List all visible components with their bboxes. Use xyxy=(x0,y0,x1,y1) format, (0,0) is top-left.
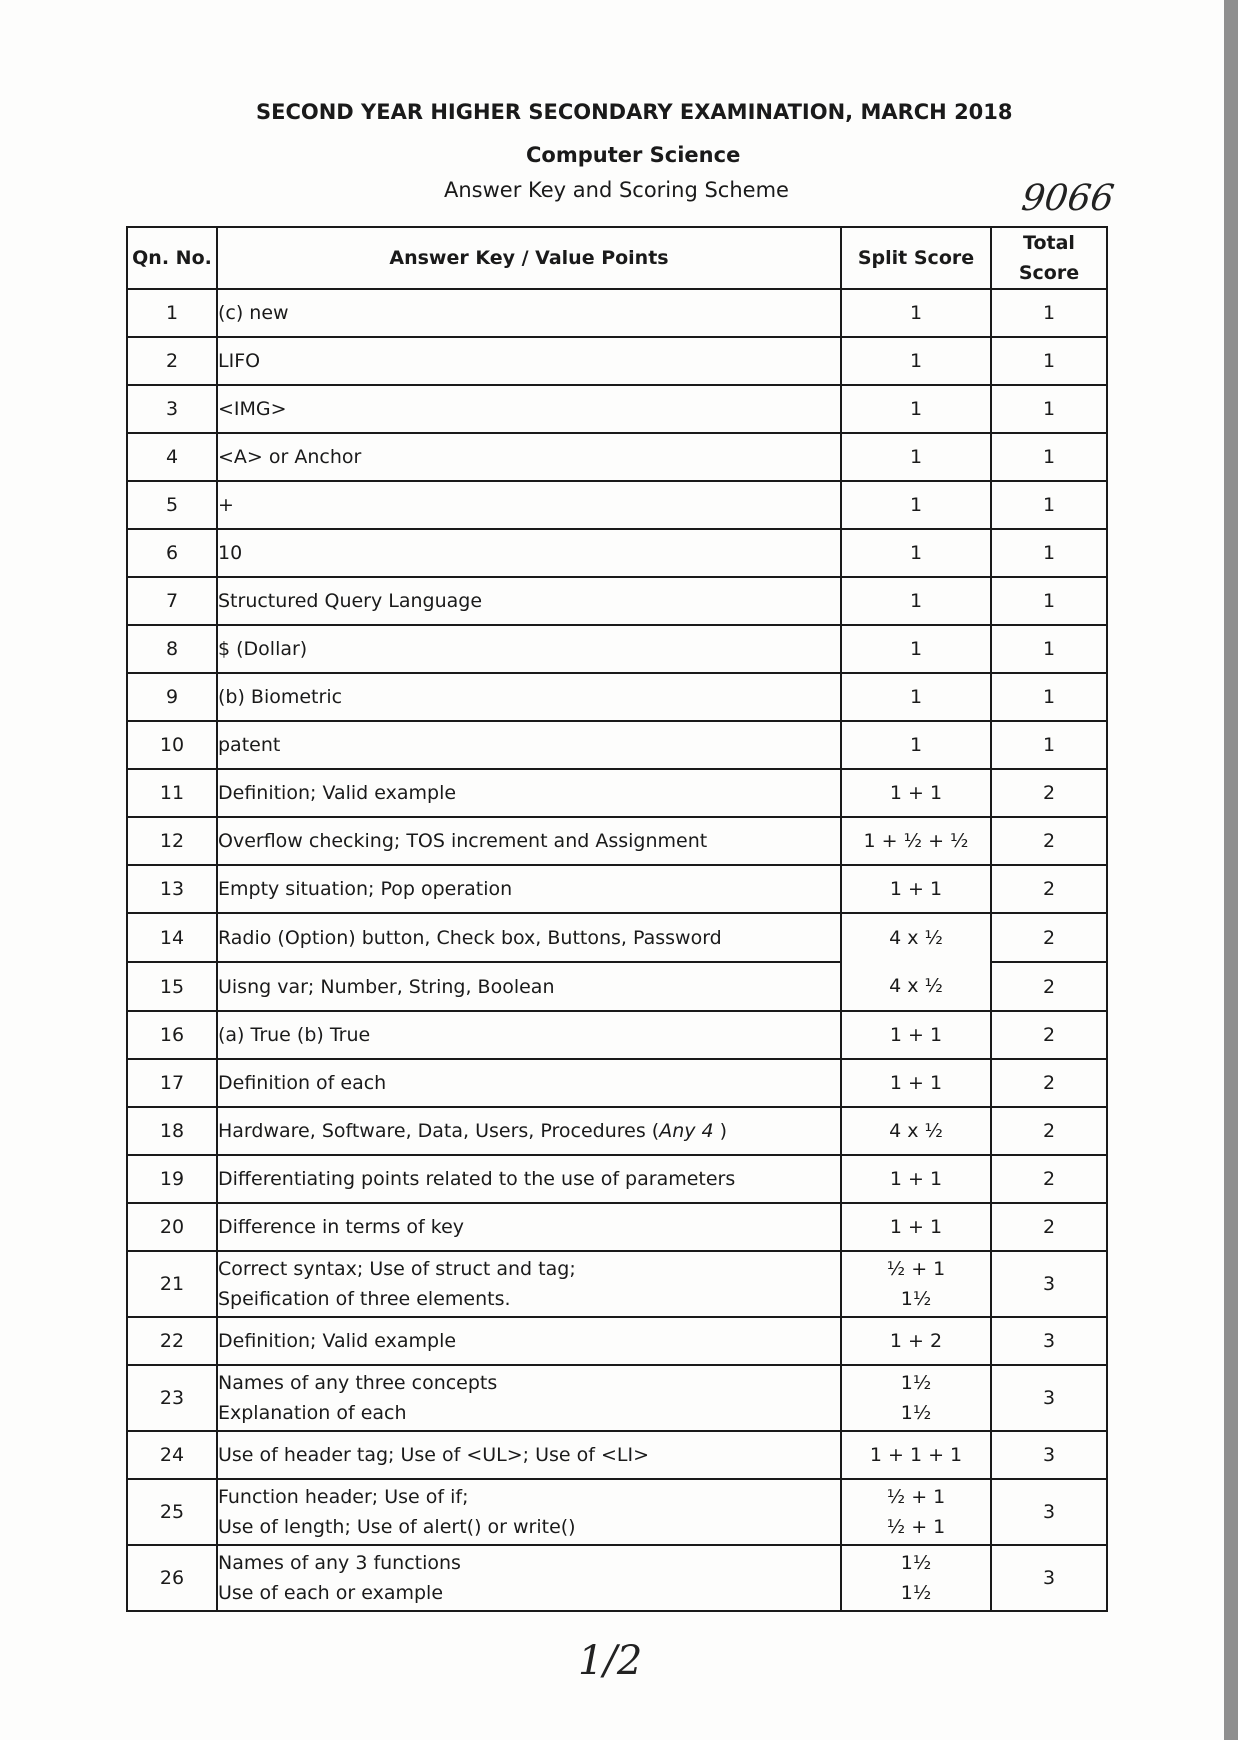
split-score: 1 + 1 + 1 xyxy=(841,1431,991,1479)
question-number: 18 xyxy=(127,1107,217,1155)
split-line: 4 x ½ xyxy=(889,927,943,949)
table-row xyxy=(127,1107,1107,1155)
split-score xyxy=(841,1365,991,1431)
table-row xyxy=(127,1059,1107,1107)
total-score: 2 xyxy=(991,1011,1107,1059)
answer-line: Use of length; Use of alert() or write() xyxy=(218,1516,576,1538)
answer-key-text: (a) True (b) True xyxy=(217,1011,841,1059)
split-score: 1 xyxy=(841,577,991,625)
answer-key-text: Definition; Valid example xyxy=(217,769,841,817)
split-score: 1 + 1 xyxy=(841,865,991,913)
answer-key-text: Uisng var; Number, String, Boolean xyxy=(217,962,841,1011)
question-number: 3 xyxy=(127,385,217,433)
table-row xyxy=(127,673,1107,721)
question-number: 19 xyxy=(127,1155,217,1203)
total-score: 2 xyxy=(991,962,1107,1011)
question-number: 12 xyxy=(127,817,217,865)
table-row xyxy=(127,625,1107,673)
total-score: 1 xyxy=(991,625,1107,673)
answer-key-text: patent xyxy=(217,721,841,769)
answer-key-text xyxy=(217,1365,841,1431)
question-number: 4 xyxy=(127,433,217,481)
table-header-row xyxy=(127,227,1107,289)
question-number: 7 xyxy=(127,577,217,625)
question-number: 1 xyxy=(127,289,217,337)
total-score: 2 xyxy=(991,769,1107,817)
total-score: 2 xyxy=(991,1059,1107,1107)
question-number: 8 xyxy=(127,625,217,673)
total-score: 1 xyxy=(991,577,1107,625)
table-row xyxy=(127,529,1107,577)
answer-key-text: <IMG> xyxy=(217,385,841,433)
answer-key-text: + xyxy=(217,481,841,529)
question-number: 25 xyxy=(127,1479,217,1545)
answer-text: Hardware, Software, Data, Users, Procedures ( xyxy=(218,1120,660,1142)
split-score xyxy=(841,913,991,1011)
total-score: 3 xyxy=(991,1251,1107,1317)
question-number: 5 xyxy=(127,481,217,529)
question-number: 6 xyxy=(127,529,217,577)
total-score: 3 xyxy=(991,1317,1107,1365)
table-row xyxy=(127,1365,1107,1431)
split-score: 1 + 1 xyxy=(841,1011,991,1059)
answer-line: Function header; Use of if; xyxy=(218,1486,469,1508)
answer-key-text xyxy=(217,1479,841,1545)
answer-line: Speification of three elements. xyxy=(218,1288,511,1310)
table-row xyxy=(127,1431,1107,1479)
scan-edge-strip xyxy=(1224,0,1238,1740)
split-score: 1 xyxy=(841,529,991,577)
split-score: 1 + ½ + ½ xyxy=(841,817,991,865)
split-score: 1 xyxy=(841,721,991,769)
answer-key-text xyxy=(217,1545,841,1611)
answer-key-subtitle: Answer Key and Scoring Scheme xyxy=(444,178,789,202)
table-row xyxy=(127,481,1107,529)
table-row xyxy=(127,721,1107,769)
answer-key-text: Differentiating points related to the use of parameters xyxy=(217,1155,841,1203)
question-number: 20 xyxy=(127,1203,217,1251)
table-row xyxy=(127,1155,1107,1203)
answer-key-text: Overflow checking; TOS increment and Assignment xyxy=(217,817,841,865)
split-score: 1 xyxy=(841,625,991,673)
column-header-answer: Answer Key / Value Points xyxy=(217,227,841,289)
answer-key-text: <A> or Anchor xyxy=(217,433,841,481)
split-score: 1 xyxy=(841,385,991,433)
split-line: ½ + 1 xyxy=(886,1258,946,1280)
question-number: 16 xyxy=(127,1011,217,1059)
total-score: 2 xyxy=(991,1203,1107,1251)
question-number: 13 xyxy=(127,865,217,913)
total-score: 3 xyxy=(991,1365,1107,1431)
question-number: 21 xyxy=(127,1251,217,1317)
question-number: 17 xyxy=(127,1059,217,1107)
answer-key-table xyxy=(126,226,1108,1612)
answer-key-text: Empty situation; Pop operation xyxy=(217,865,841,913)
table-body xyxy=(127,289,1107,1611)
split-line: 1½ xyxy=(900,1552,932,1574)
total-score: 2 xyxy=(991,913,1107,962)
question-number: 11 xyxy=(127,769,217,817)
split-score xyxy=(841,1251,991,1317)
question-number: 23 xyxy=(127,1365,217,1431)
question-number: 22 xyxy=(127,1317,217,1365)
answer-line: Names of any 3 functions xyxy=(218,1552,461,1574)
split-line: ½ + 1 xyxy=(886,1516,946,1538)
total-score: 2 xyxy=(991,817,1107,865)
total-score: 1 xyxy=(991,385,1107,433)
table-row xyxy=(127,1011,1107,1059)
answer-key-text xyxy=(217,1107,841,1155)
question-number: 14 xyxy=(127,913,217,962)
split-score xyxy=(841,1479,991,1545)
answer-key-text: Radio (Option) button, Check box, Buttons, Password xyxy=(217,913,841,962)
answer-key-text: Structured Query Language xyxy=(217,577,841,625)
split-score xyxy=(841,1545,991,1611)
answer-key-text: LIFO xyxy=(217,337,841,385)
subject-title: Computer Science xyxy=(526,143,741,167)
table-row xyxy=(127,337,1107,385)
table-row xyxy=(127,1251,1107,1317)
total-score: 1 xyxy=(991,673,1107,721)
table-row xyxy=(127,1479,1107,1545)
total-score: 1 xyxy=(991,481,1107,529)
table-row xyxy=(127,865,1107,913)
answer-line: Use of each or example xyxy=(218,1582,444,1604)
answer-key-text: (c) new xyxy=(217,289,841,337)
split-score: 1 + 1 xyxy=(841,1203,991,1251)
total-score: 1 xyxy=(991,337,1107,385)
answer-line: Names of any three concepts xyxy=(218,1372,498,1394)
page-number: 1/2 xyxy=(578,1638,643,1684)
answer-key-text: Definition of each xyxy=(217,1059,841,1107)
split-score: 1 + 1 xyxy=(841,769,991,817)
exam-title: SECOND YEAR HIGHER SECONDARY EXAMINATION, MARCH 2018 xyxy=(256,100,1013,124)
question-number: 24 xyxy=(127,1431,217,1479)
total-score: 2 xyxy=(991,865,1107,913)
column-header-split: Split Score xyxy=(841,227,991,289)
question-number: 10 xyxy=(127,721,217,769)
split-score: 1 xyxy=(841,433,991,481)
total-score: 1 xyxy=(991,529,1107,577)
column-header-total xyxy=(991,227,1107,289)
split-score: 1 + 1 xyxy=(841,1059,991,1107)
question-number: 26 xyxy=(127,1545,217,1611)
table-row xyxy=(127,913,1107,962)
column-header-qn: Qn. No. xyxy=(127,227,217,289)
split-line: 4 x ½ xyxy=(889,975,943,997)
split-score: 1 xyxy=(841,673,991,721)
split-score: 1 xyxy=(841,337,991,385)
handwritten-code: 9066 xyxy=(1019,178,1117,219)
total-score: 1 xyxy=(991,433,1107,481)
table-row xyxy=(127,433,1107,481)
table-row xyxy=(127,1545,1107,1611)
table-row xyxy=(127,1317,1107,1365)
total-score: 1 xyxy=(991,289,1107,337)
split-line: 1½ xyxy=(900,1288,932,1310)
answer-key-text: (b) Biometric xyxy=(217,673,841,721)
answer-key-text: $ (Dollar) xyxy=(217,625,841,673)
table-row xyxy=(127,817,1107,865)
total-score: 3 xyxy=(991,1479,1107,1545)
answer-line: Explanation of each xyxy=(218,1402,407,1424)
table-row xyxy=(127,289,1107,337)
split-score: 1 + 1 xyxy=(841,1155,991,1203)
table-row xyxy=(127,769,1107,817)
answer-key-text: 10 xyxy=(217,529,841,577)
total-score: 1 xyxy=(991,721,1107,769)
split-line: 1½ xyxy=(900,1582,932,1604)
total-score: 3 xyxy=(991,1545,1107,1611)
answer-key-text: Difference in terms of key xyxy=(217,1203,841,1251)
answer-italic-text: Any 4 xyxy=(659,1120,714,1142)
answer-key-text: Definition; Valid example xyxy=(217,1317,841,1365)
question-number: 9 xyxy=(127,673,217,721)
split-score: 1 + 2 xyxy=(841,1317,991,1365)
split-line: 1½ xyxy=(900,1372,932,1394)
answer-line: Correct syntax; Use of struct and tag; xyxy=(218,1258,576,1280)
total-score: 2 xyxy=(991,1107,1107,1155)
answer-key-text xyxy=(217,1251,841,1317)
question-number: 2 xyxy=(127,337,217,385)
total-score: 2 xyxy=(991,1155,1107,1203)
total-score: 3 xyxy=(991,1431,1107,1479)
column-header-total-text: Total Score xyxy=(1018,232,1080,284)
table-row xyxy=(127,1203,1107,1251)
split-line: 1½ xyxy=(900,1402,932,1424)
table-row xyxy=(127,385,1107,433)
split-score: 1 xyxy=(841,289,991,337)
answer-text-end: ) xyxy=(713,1120,728,1142)
question-number: 15 xyxy=(127,962,217,1011)
split-score: 4 x ½ xyxy=(841,1107,991,1155)
split-line: ½ + 1 xyxy=(886,1486,946,1508)
split-score: 1 xyxy=(841,481,991,529)
table-row xyxy=(127,577,1107,625)
answer-key-text: Use of header tag; Use of <UL>; Use of <LI> xyxy=(217,1431,841,1479)
